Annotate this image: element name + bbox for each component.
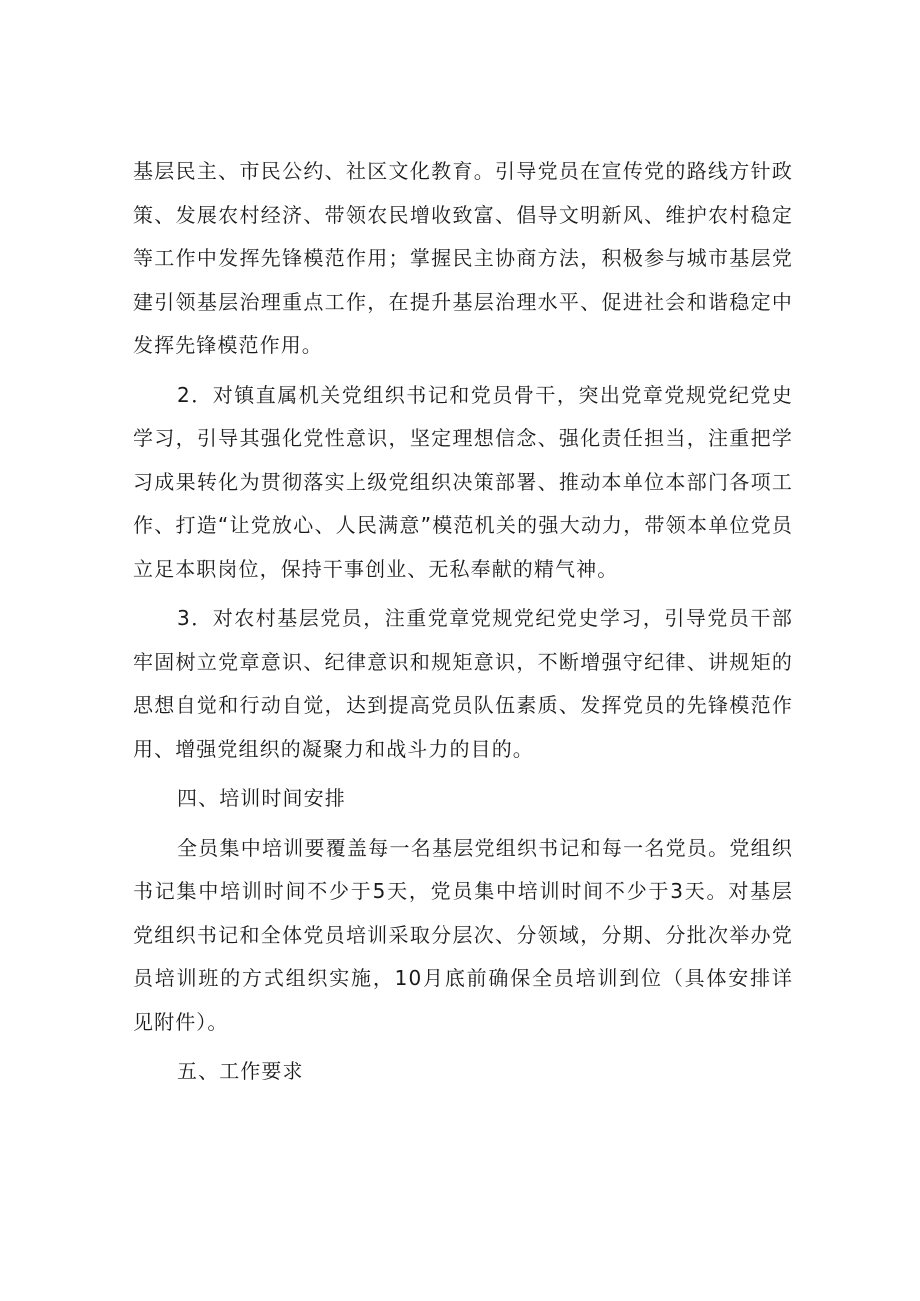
paragraph-grassroots-democracy: 基层民主、市民公约、社区文化教育。引导党员在宣传党的路线方针政策、发展农村经济、带领农民增收致富、倡导文明新风、维护农村稳定等工作中发挥先锋模范作用；掌握民主协商方法，积极参与城市基层党建引领基层治理重点工作，在提升基层治理水平、促进社会和谐稳定中发挥先锋模范作用。 [133,159,793,357]
paragraph-item-2-town-organs: 2．对镇直属机关党组织书记和党员骨干，突出党章党规党纪党史学习，引导其强化党性意识，坚定理想信念、强化责任担当，注重把学习成果转化为贯彻落实上级党组织决策部署、推动本单位本部门各项工作、打造“让党放心、人民满意”模范机关的强大动力，带领本单位党员立足本职岗位，保持干事创业、无私奉献的精气神。 [133,382,793,581]
paragraph-training-schedule: 全员集中培训要覆盖每一名基层党组织书记和每一名党员。党组织书记集中培训时间不少于5天，党员集中培训时间不少于3天。对基层党组织书记和全体党员培训采取分层次、分领域，分期、分批次举办党员培训班的方式组织实施，10月底前确保全员培训到位（具体安排详见附件）。 [133,835,793,1034]
document-body [133,150,793,1094]
section-heading-work-requirements: 五、工作要求 [177,1059,304,1083]
section-heading-training-schedule: 四、培训时间安排 [177,786,346,810]
paragraph-item-3-rural-members: 3．对农村基层党员，注重党章党规党纪党史学习，引导党员干部牢固树立党章意识、纪律意识和规矩意识，不断增强守纪律、讲规矩的思想自觉和行动自觉，达到提高党员队伍素质、发挥党员的先锋模范作用、增强党组织的凝聚力和战斗力的目的。 [133,606,793,761]
